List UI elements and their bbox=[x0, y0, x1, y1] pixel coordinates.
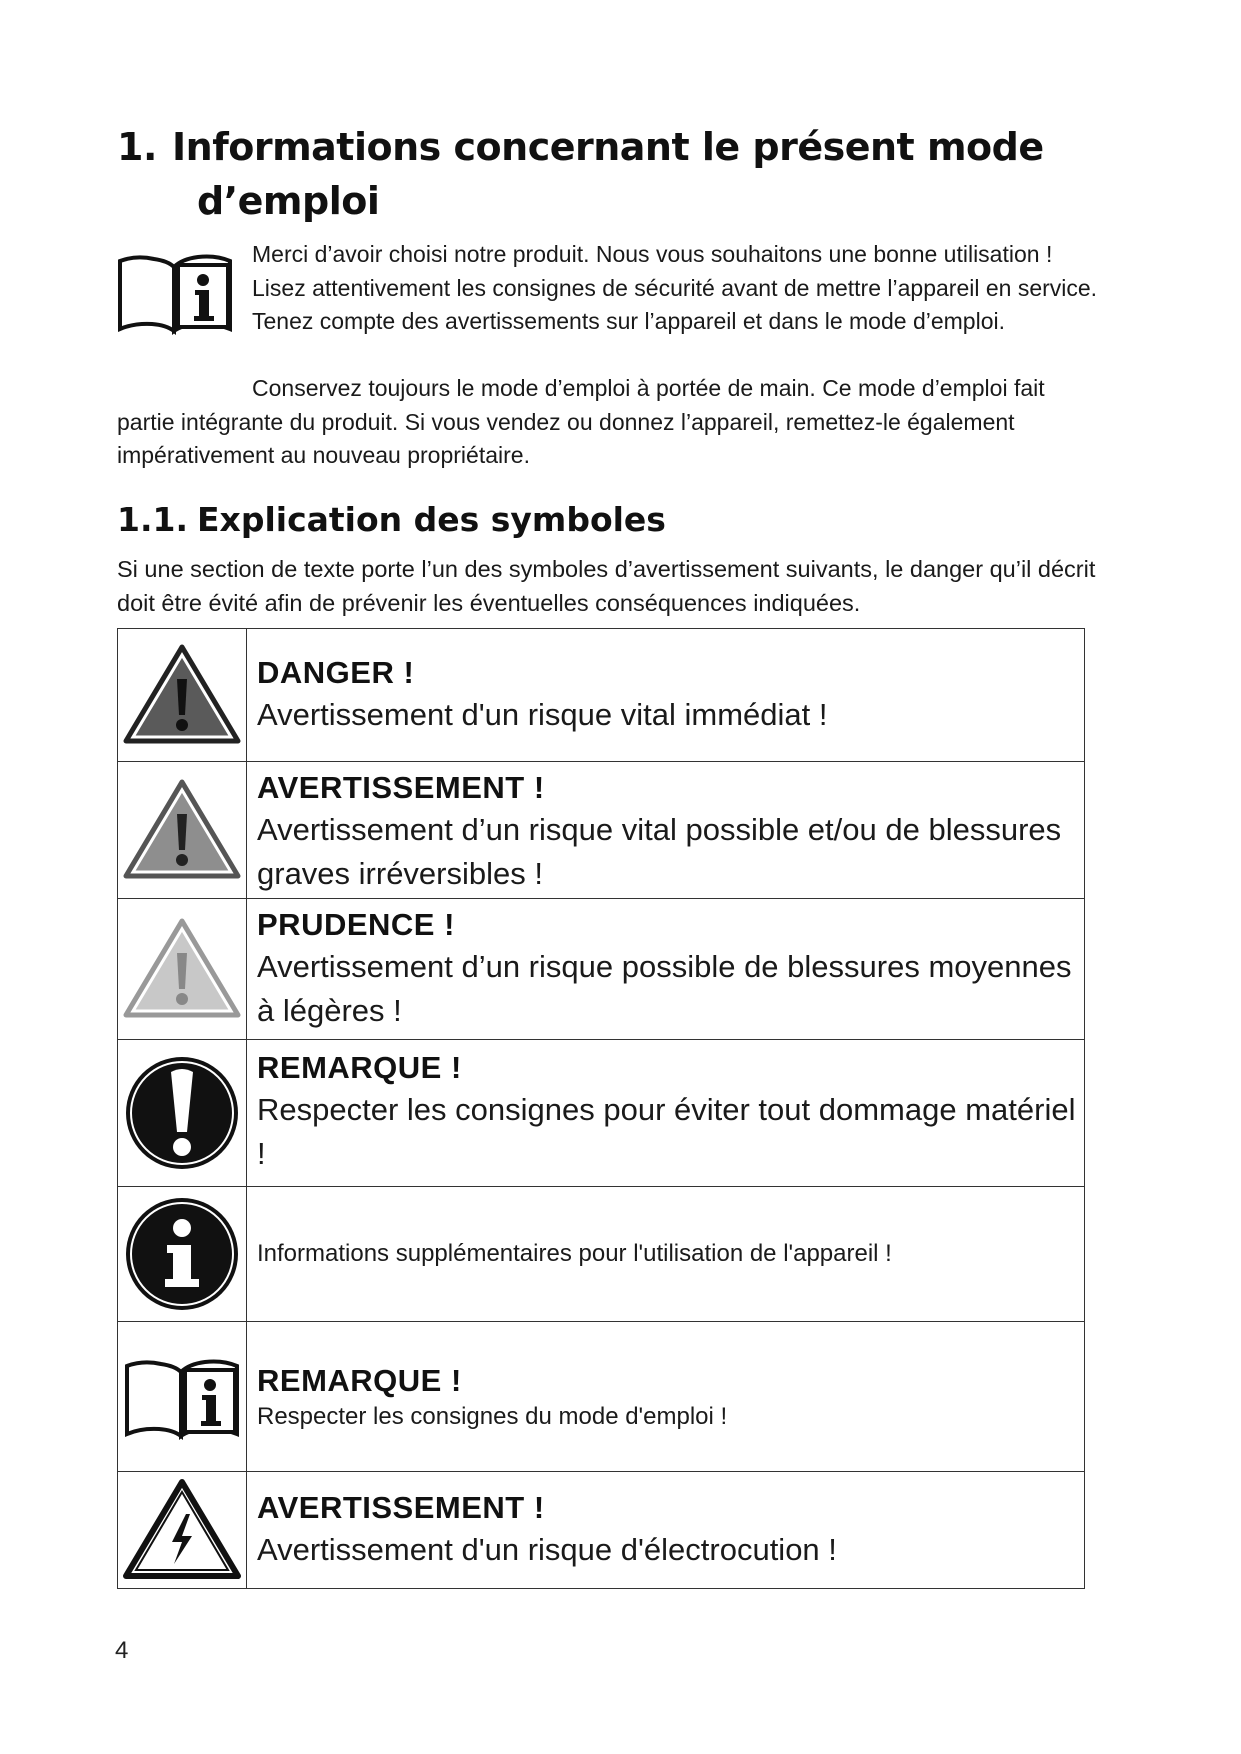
table-row bbox=[118, 1472, 1085, 1589]
symbol-description: Avertissement d’un risque possible de blessures moyennes à légères ! bbox=[257, 949, 1072, 1028]
symbol-text-cell bbox=[247, 1472, 1085, 1589]
symbol-text-cell bbox=[247, 1322, 1085, 1472]
symbol-title: REMARQUE ! bbox=[257, 1362, 462, 1398]
intro-paragraph-1: Merci d’avoir choisi notre produit. Nous vous souhaitons une bonne utilisation ! Lisez attentivement les consignes de sécurité avant de mettre l’appareil en service. Tenez compte des avertissements sur l’appareil et dans le mode d’emploi. bbox=[252, 241, 1098, 334]
symbol-text-cell bbox=[247, 899, 1085, 1040]
symbol-cell bbox=[118, 1472, 247, 1589]
exclamation-circle-icon bbox=[123, 1054, 241, 1172]
section-title bbox=[117, 498, 666, 542]
symbol-text-cell bbox=[247, 1040, 1085, 1187]
page-number: 4 bbox=[115, 1637, 129, 1664]
table-row bbox=[118, 1322, 1085, 1472]
symbol-cell bbox=[118, 1322, 247, 1472]
symbol-title: REMARQUE ! bbox=[257, 1050, 462, 1085]
intro-paragraph-2: Conservez toujours le mode d’emploi à portée de main. Ce mode d’emploi fait partie intégrante du produit. Si vous vendez ou donnez l’appareil, remettez-le également impérativement au nouveau propriétaire. bbox=[117, 375, 1045, 468]
symbol-title: AVERTISSEMENT ! bbox=[257, 1490, 545, 1525]
warning-triangle-medium-icon bbox=[122, 778, 242, 882]
table-row bbox=[118, 1040, 1085, 1187]
symbol-description: Respecter les consignes pour éviter tout dommage matériel ! bbox=[257, 1092, 1076, 1171]
warning-triangle-light-icon bbox=[122, 917, 242, 1021]
symbols-table bbox=[117, 628, 1085, 1589]
section-lead: Si une section de texte porte l’un des symboles d’avertissement suivants, le danger qu’il décrit doit être évité afin de prévenir les éventuelles conséquences indiquées. bbox=[117, 556, 1096, 616]
table-row bbox=[118, 762, 1085, 899]
symbol-title: AVERTISSEMENT ! bbox=[257, 770, 545, 805]
electric-shock-triangle-icon bbox=[122, 1478, 242, 1582]
manual-book-icon bbox=[123, 1352, 241, 1442]
warning-triangle-dark-icon bbox=[122, 643, 242, 747]
symbol-text-cell bbox=[247, 1187, 1085, 1322]
title-line1: Informations concernant le présent mode bbox=[172, 125, 1044, 169]
symbol-cell bbox=[118, 1187, 247, 1322]
manual-book-icon bbox=[116, 247, 234, 337]
symbol-text-cell bbox=[247, 762, 1085, 899]
section-number: 1.1. bbox=[117, 500, 188, 539]
table-row bbox=[118, 629, 1085, 762]
symbol-description: Avertissement d’un risque vital possible et/ou de blessures graves irréversibles ! bbox=[257, 812, 1062, 891]
symbol-description: Informations supplémentaires pour l'utilisation de l'appareil ! bbox=[257, 1240, 892, 1267]
section-title-text: Explication des symboles bbox=[197, 500, 666, 539]
symbol-description: Respecter les consignes du mode d'emploi ! bbox=[257, 1402, 728, 1430]
page-title bbox=[117, 120, 1044, 228]
table-row bbox=[118, 899, 1085, 1040]
symbol-text-cell bbox=[247, 629, 1085, 762]
symbol-cell bbox=[118, 762, 247, 899]
symbol-cell bbox=[118, 899, 247, 1040]
symbol-description: Avertissement d'un risque d'électrocution ! bbox=[257, 1532, 837, 1567]
info-circle-icon bbox=[123, 1195, 241, 1313]
title-number: 1. bbox=[117, 125, 157, 169]
symbol-title: PRUDENCE ! bbox=[257, 907, 455, 942]
table-row bbox=[118, 1187, 1085, 1322]
symbol-cell bbox=[118, 1040, 247, 1187]
symbol-description: Avertissement d'un risque vital immédiat ! bbox=[257, 697, 828, 732]
symbol-title: DANGER ! bbox=[257, 655, 415, 690]
title-line2: d’emploi bbox=[197, 179, 380, 223]
symbol-cell bbox=[118, 629, 247, 762]
